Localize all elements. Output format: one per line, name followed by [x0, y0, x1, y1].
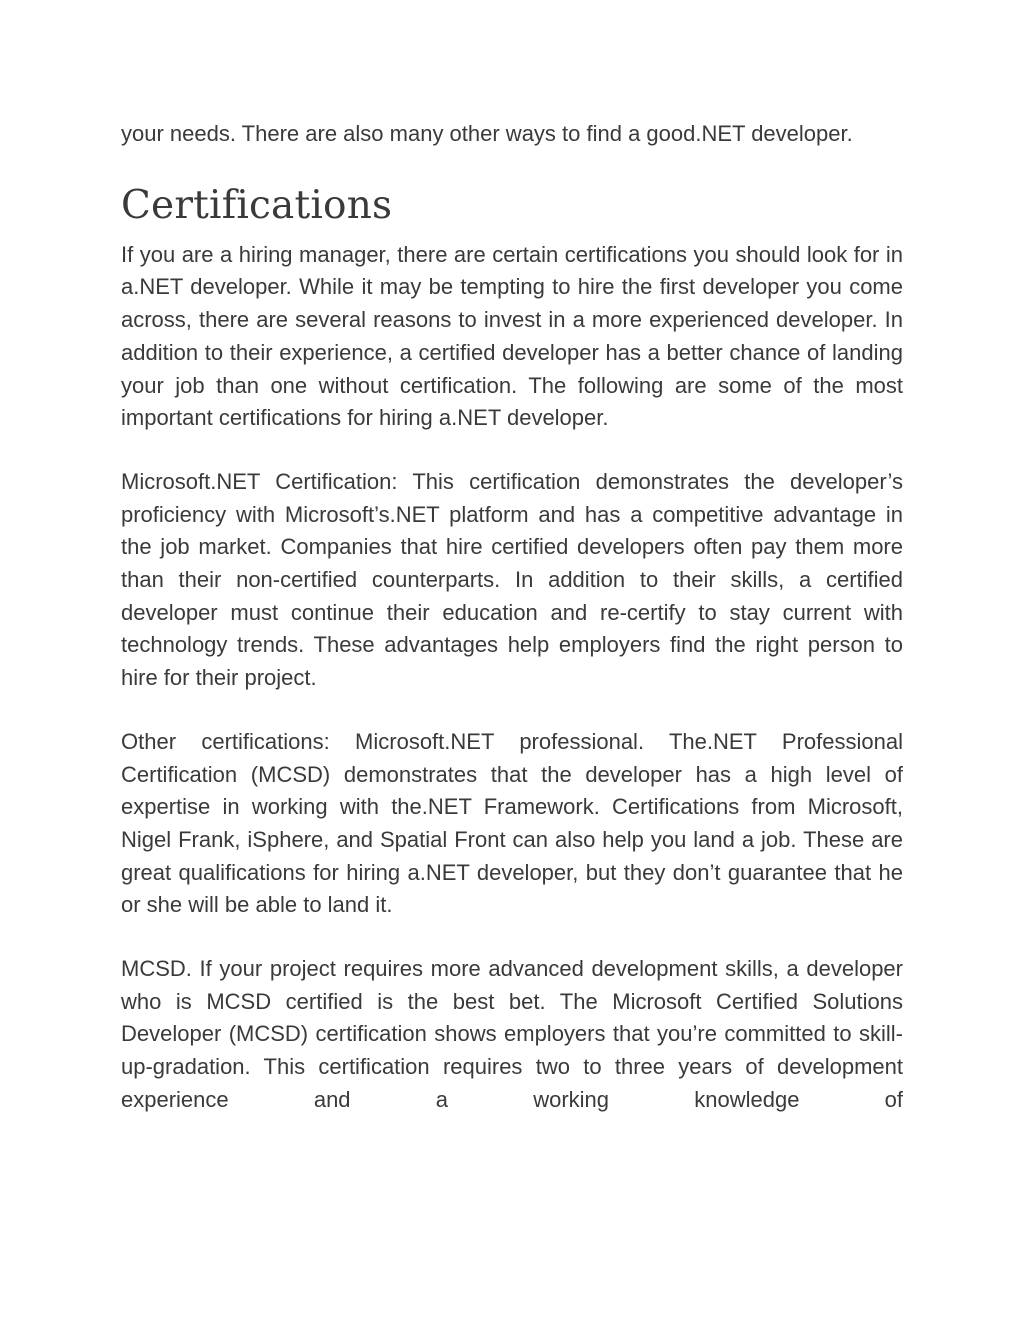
- intro-paragraph: your needs. There are also many other ways to find a good.NET developer.: [121, 121, 853, 146]
- body-paragraph-microsoft-net-certification: Microsoft.NET Certification: This certification demonstrates the developer’s proficiency with Microsoft’s.NET platform and has a competitive advantage in the job market. Companies that hire certified developers often pay them more than their non-certified counterparts. In addition to their skills, a certified developer must continue their education and re-certify to stay current with technology trends. These advantages help employers find the right person to hire for their project.: [121, 468, 903, 691]
- body-paragraph-other-certifications: Other certifications: Microsoft.NET professional. The.NET Professional Certification (MCSD) demonstrates that the developer has a high level of expertise in working with the.NET Framework. Certifications from Microsoft, Nigel Frank, iSphere, and Spatial Front can also help you land a job. These are great qualifications for hiring a.NET developer, but they don’t guarantee that he or she will be able to land it.: [121, 728, 903, 918]
- section-heading: Certifications: [121, 182, 393, 228]
- body-paragraph-mcsd: MCSD. If your project requires more advanced development skills, a developer who is MCSD certified is the best bet. The Microsoft Certified Solutions Developer (MCSD) certification shows employers that you’re committed to skill-up-gradation. This certification requires two to three years of development experience and a working knowledge of: [121, 956, 903, 1112]
- body-paragraph-certifications-overview: If you are a hiring manager, there are certain certifications you should look for in a.NET developer. While it may be tempting to hire the first developer you come across, there are several reasons to invest in a more experienced developer. In addition to their experience, a certified developer has a better chance of landing your job than one without certification. The following are some of the most important certifications for hiring a.NET developer.: [121, 241, 903, 431]
- document-page: [121, 118, 903, 1117]
